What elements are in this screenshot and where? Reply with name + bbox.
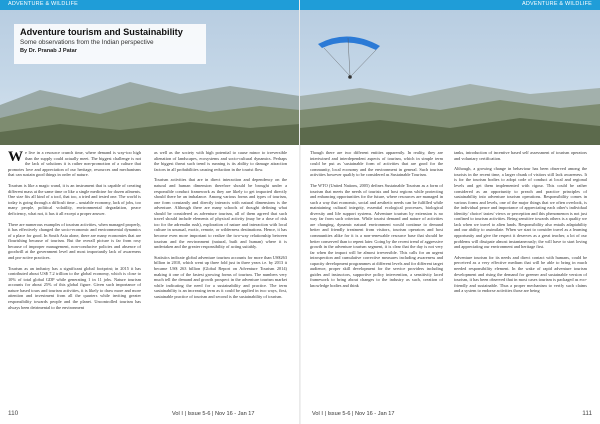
paragraph: tanks, introduction of incentive based self assessment of tourism operators and voluntary certification. (454, 150, 587, 161)
paragraph: Tourism activities that are in direct interaction and dependency on the natural and human dimension therefore should be brought under a responsible conduct framework as they are likely to get impacted directly should there be an imbalance. Among various forms and types of tourism, one form constantly and directly interacts with natural dimensions is the adventure. Although there are many schools of thought defining what should be considered as adventure tourism, all of them agreed that such travel should include elements of physical activity (may be a dose of risk too for the adrenalin rush), exploration of nature and interaction with local culture in unusual, exotic, remote, or wilderness destinations. Hence, it has become even more important to realize the two-way relationship between tourism and the environment (natural, built and human) where it is undertaken and the greater responsibility of acting suitably. (154, 177, 287, 250)
paragraph (8, 150, 141, 178)
body-column-2 (154, 150, 287, 305)
article-title: Adventure tourism and Sustainability (20, 27, 183, 37)
page-number-right: 111 (582, 410, 592, 417)
right-page (300, 0, 600, 424)
page-number-left: 110 (8, 410, 19, 417)
article-subtitle: Some observations from the Indian perspective (20, 39, 154, 46)
paraglider-icon (318, 36, 380, 78)
paragraph: The WTO (United Nations, 2005) defines Sustainable Tourism as a form of tourism that meets the needs of tourists and host regions while protecting and enhancing opportunities for the future, where resources are managed in such a way that economic, social and aesthetic needs can be fulfilled while maintaining cultural integrity, essential ecological processes, biological diversity and life support systems. Adventure tourism by extension is no way far from such criterion. While tourist demand and nature of activities are changing, dynamic natural environment would continue to demand better and friendly treatment from visitors, tourism operators and host communities alike for it is a non-renewable resource base that should be better conserved than to repent later. Going by the recent trend of aggressive growth in the adventure tourism segment, it is clear that the day is not very far when the impact will be almost irreversible. This calls for an urgent introspection and cumulative corrective measures including awareness and capacity development programmes at different levels and for different target audience, proper skill development for the service providers including guides and instructors, supportive policy intervention, a sensitivity laced framework to bring about changes to the industry as such, creation of knowledge bodies and think (310, 183, 443, 288)
header-bar (300, 0, 600, 10)
paragraph: as well as the society with high potential to cause minor to irreversible alienation of landscapes, ecosystems and socio-cultural dynamics. Perhaps the biggest threat such trend is running is its ability to damage attraction factors in all probabilities causing reduction in the tourist flow. (154, 150, 287, 172)
paragraph: Tourism is like a magic wand, it is an instrument that is capable of creating different mass at the same time or like a single medicine for dozen ailments. One size fits all kind of a tool, that too, a tried and tested one. The world is today is going through a difficult time – unstable economy, lack of jobs, too many people, political volatility, environmental degradation, peace deficiency, what not, it has it all except a proper answer. (8, 183, 141, 216)
paragraph: Adventure tourism for its needs and direct contact with humans, could be perceived as a very effective medium that will be able to bring in much needed responsibility element. In the wake of rapid adventure tourism development and rising the demand for greener and sustainable version of tourism, it has been observed that in most cases tourism is packaged as eco-friendly and sustainable. Thus a proper mechanism to verify such claims and a system to endorse activities those are being (454, 254, 587, 294)
issue-info-right: Vol I | Issue 5-6 | Nov 16 - Jan 17 (312, 411, 395, 417)
article-title-box (14, 24, 206, 64)
body-column-3 (310, 150, 443, 294)
body-column-4 (454, 150, 587, 299)
header-bar (0, 0, 300, 10)
paragraph: Although, a growing change in behaviour has been observed among the tourists in the recent time, a larger chunk of visitors still lack awareness. It is for the tourism bodies to adopt code of conduct at local and regional levels and get them implemented with rigour. This could be rather considered as an opportunity to preach and practice principles of sustainability into adventure tourism operations. Responsibility comes in various forms and levels, one of the major things that we often overlook, is the individual peace and importance of appreciating each other's individual identity/ choice/ tastes/ views or perception and this phenomenon is not just confined to tourism activities. Being sensitive towards others is a quality we lack when we travel to alien lands. Responsibility also entails adaptability and our ability to assimilate. When we start to consider travel as a learning opportunity and give the respect it deserves as a great teacher, a lot of our problems will dissipate almost instantaneously; the will have to start loving and appreciating our environment and heritage first. (454, 166, 587, 250)
body-column-1 (8, 150, 141, 315)
paragraph: Though there are two different entities apparently. In reality, they are intertwined and interdependent aspects of tourism, which in simple term could be put as 'sustainable form of activities that are good for the community, local economy and the environment in general. Such tourism activities however qualify to be considered as Sustainable Tourism. (310, 150, 443, 178)
article-author: By Dr. Pranab J Patar (20, 48, 77, 54)
section-label: ADVENTURE & WILDLIFE (8, 1, 79, 7)
paragraph: Tourism as an industry has a significant global footprint; in 2015 it has contributed about US$ 7.2 trillion to the global economy, which is close to 10% of total global GDP while generating 1 in 11 jobs. Nature tourism accounts for about 25% of this global figure. Given such importance of nature based tours and tourism activities, it is likely to draw more and more attention and investment from all the quarters while inviting greater responsibility towards people and the planet. Uncontrolled tourism has always been detrimental to the environment (8, 265, 141, 310)
issue-info-left: Vol I | Issue 5-6 | Nov 16 - Jan 17 (172, 411, 255, 417)
drop-cap: W (8, 149, 23, 165)
paragraph: There are numerous examples of tourism activities, when managed properly, it has effectively changed the socio-economic and environmental dynamics of a place for good. In South Asia alone, there are many economies that are flourishing because of tourism. But the overall picture is far from rosy because of improper management, non-conducive policies and absence of goodwill at the government level and most importantly lack of awareness and pro-active practices. (8, 221, 142, 260)
section-label: ADVENTURE & WILDLIFE (521, 1, 592, 7)
paragraph: Statistics indicate global adventure tourism accounts for more than US$263 billion in 2010, which went up three fold just in three years i.e. by 2013 it became US$ 263 billion (Global Report on Adventure Tourism 2014) making it one of the fastest growing forms of tourism. The numbers very much tell the demand and growth prospect in the adventure tourism market while indicating the need for a sustainability and practice. The term sustainability is an increasing term as it could be applied in two ways, first, sustainable practice of tourism and second is the sustainability of tourism. (154, 254, 287, 299)
paragraph-text: e live in a resource crunch time, where demand is way-too high than the supply could actually meet. The biggest challenge is not the lack of solutions it is rather non-promotion of a culture that promotes love and appreciation of our heritage, resources and mechanisms that can sustain good things in order of nature. (8, 150, 141, 178)
paraglider-landscape-illustration (300, 10, 600, 145)
hero-photo-right (300, 10, 600, 145)
